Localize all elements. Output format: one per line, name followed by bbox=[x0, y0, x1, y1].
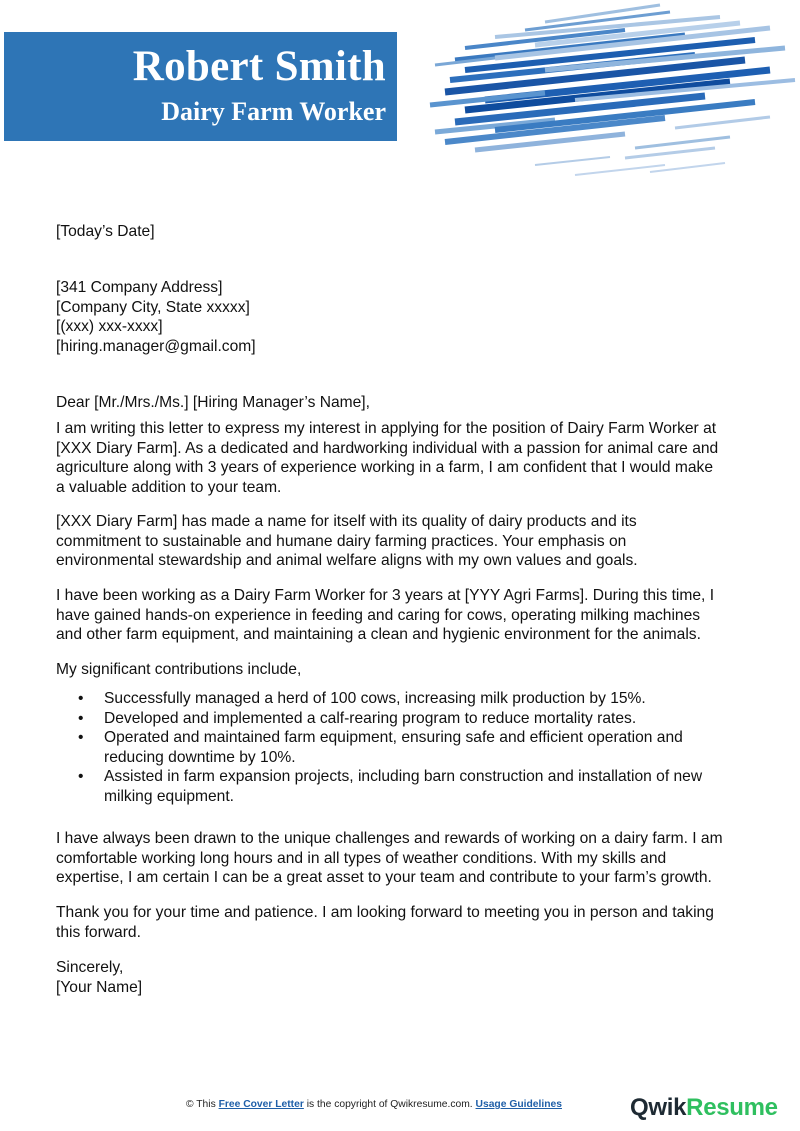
footer-text: © This bbox=[186, 1099, 219, 1110]
text-line: Successfully managed a herd of 100 cows, increasing milk production by 15%. bbox=[104, 690, 646, 707]
logo-part-qwik: Qwik bbox=[630, 1094, 687, 1121]
contributions-intro: My significant contributions include, bbox=[56, 661, 302, 678]
recipient-address: [341 Company Address] bbox=[56, 279, 223, 296]
bullet-icon: • bbox=[78, 709, 84, 727]
signature: [Your Name] bbox=[56, 978, 143, 996]
closing: Sincerely, bbox=[56, 959, 124, 976]
list-item bbox=[56, 709, 756, 729]
applicant-role: Dairy Farm Worker bbox=[161, 97, 386, 126]
text-line: and other farm equipment, and maintaining a clean and hygienic environment for the animals. bbox=[56, 626, 701, 643]
applicant-name: Robert Smith bbox=[132, 43, 386, 90]
text-line: Assisted in farm expansion projects, including barn construction and installation of new bbox=[104, 768, 703, 785]
recipient-phone: [(xxx) xxx-xxxx] bbox=[56, 318, 163, 335]
paragraph-thanks bbox=[56, 903, 756, 942]
text-line: commitment to sustainable and humane dairy farming practices. Your emphasis on bbox=[56, 532, 627, 550]
copyright-footer bbox=[186, 1099, 562, 1110]
recipient-block bbox=[56, 278, 756, 356]
bullet-icon: • bbox=[78, 768, 84, 785]
text-line: [XXX Diary Farm] has made a name for itself with its quality of dairy products and its bbox=[56, 513, 637, 530]
closing-block bbox=[56, 958, 756, 997]
text-line: this forward. bbox=[56, 923, 141, 941]
letter-date: [Today’s Date] bbox=[56, 223, 155, 240]
recipient-city-state: [Company City, State xxxxx] bbox=[56, 298, 250, 316]
text-line: environmental stewardship and animal welfare aligns with my own values and goals. bbox=[56, 552, 638, 569]
text-line: agriculture along with 3 years of experience working in a farm, I am confident that I would make bbox=[56, 459, 714, 476]
usage-guidelines-link[interactable]: Usage Guidelines bbox=[475, 1099, 562, 1110]
text-line: have gained hands-on experience in feeding and caring for cows, operating milking machines bbox=[56, 606, 701, 624]
text-line: milking equipment. bbox=[104, 787, 235, 805]
text-line: Developed and implemented a calf-rearing program to reduce mortality rates. bbox=[104, 709, 637, 727]
recipient-email: [hiring.manager@gmail.com] bbox=[56, 337, 256, 355]
list-item bbox=[56, 767, 756, 806]
free-cover-letter-link[interactable]: Free Cover Letter bbox=[218, 1099, 304, 1110]
list-item bbox=[56, 728, 756, 767]
header-banner bbox=[4, 32, 397, 141]
text-line: expertise, I am certain I can be a great asset to your team and contribute to your farm’s growth. bbox=[56, 869, 712, 886]
decorative-streaks-graphic bbox=[425, 0, 800, 190]
text-line: a valuable addition to your team. bbox=[56, 478, 282, 496]
text-line: I have always been drawn to the unique challenges and rewards of working on a dairy farm. I am bbox=[56, 830, 723, 847]
text-line: Thank you for your time and patience. I am looking forward to meeting you in person and taking bbox=[56, 904, 714, 921]
paragraph-motivation bbox=[56, 829, 756, 888]
text-line: comfortable working long hours and in all types of weather conditions. With my skills and bbox=[56, 849, 667, 867]
paragraph-experience bbox=[56, 586, 756, 645]
text-line: Operated and maintained farm equipment, ensuring safe and efficient operation and bbox=[104, 729, 683, 746]
text-line: [XXX Diary Farm]. As a dedicated and hardworking individual with a passion for animal care and bbox=[56, 439, 719, 457]
list-item bbox=[56, 689, 756, 709]
bullet-icon: • bbox=[78, 729, 84, 746]
paragraph-intro bbox=[56, 419, 756, 497]
qwikresume-logo[interactable] bbox=[630, 1094, 778, 1122]
footer-text: is the copyright of Qwikresume.com. bbox=[303, 1099, 476, 1110]
text-line: reducing downtime by 10%. bbox=[104, 748, 296, 766]
salutation: Dear [Mr./Mrs./Ms.] [Hiring Manager’s Name], bbox=[56, 394, 370, 411]
text-line: I have been working as a Dairy Farm Worker for 3 years at [YYY Agri Farms]. During this time, I bbox=[56, 587, 715, 604]
logo-part-resume: Resume bbox=[686, 1094, 778, 1121]
bullet-icon: • bbox=[78, 690, 84, 707]
contributions-list bbox=[56, 689, 756, 806]
paragraph-company bbox=[56, 512, 756, 571]
text-line: I am writing this letter to express my interest in applying for the position of Dairy Farm Worker at bbox=[56, 420, 717, 437]
